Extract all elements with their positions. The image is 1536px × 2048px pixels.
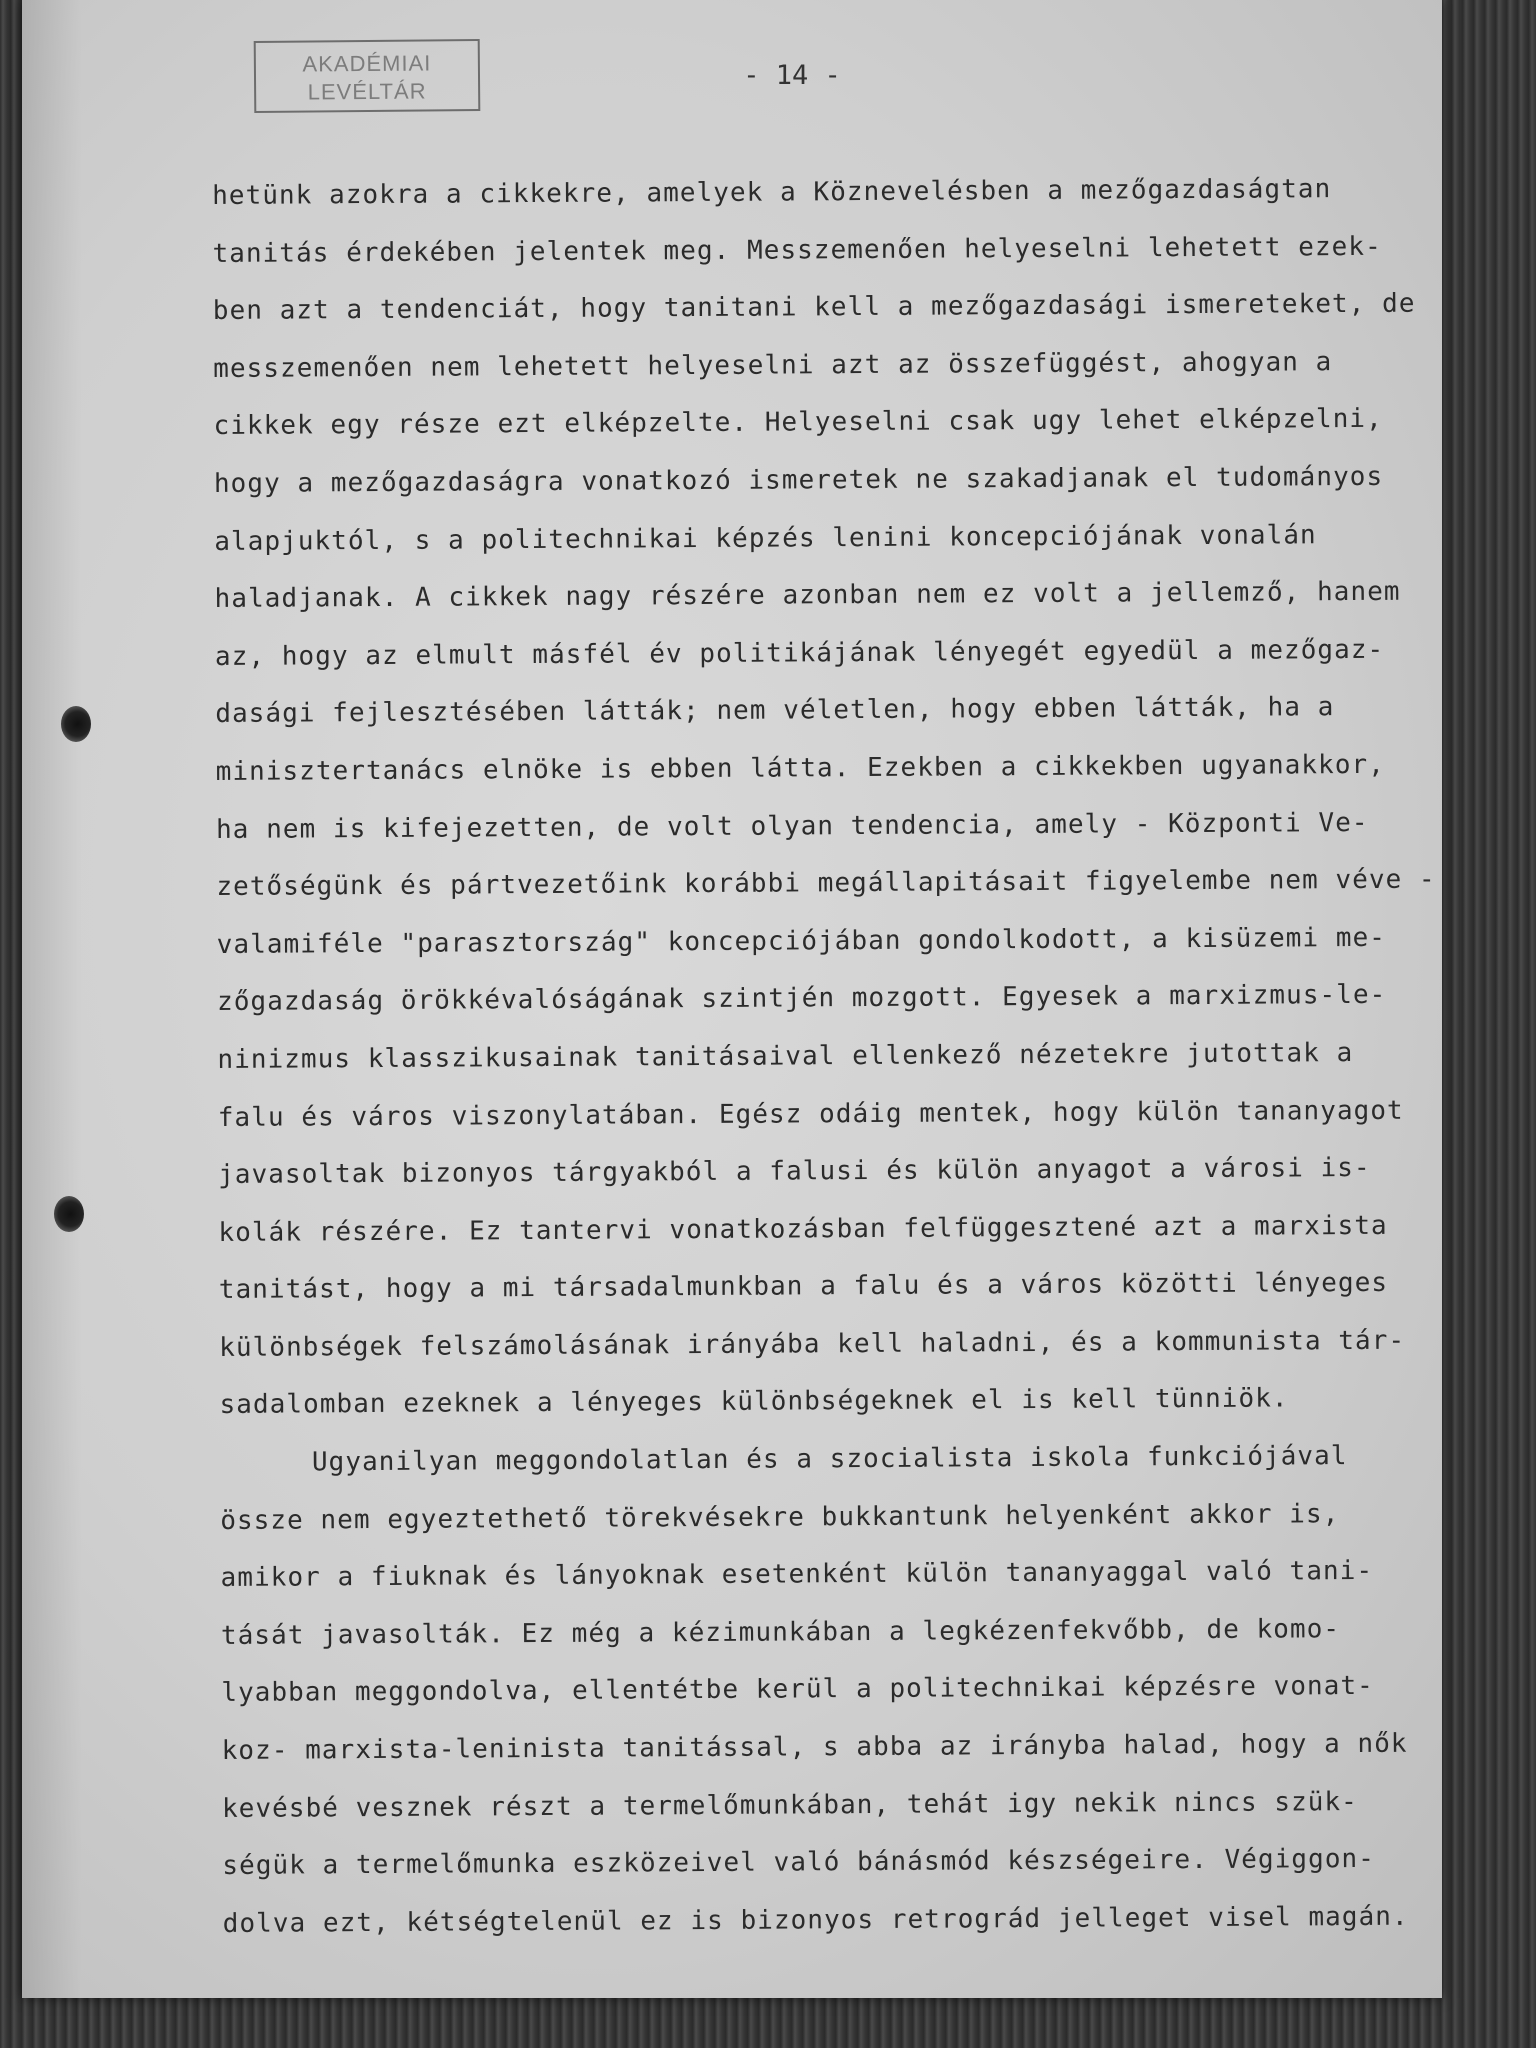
text-line: zetőségünk és pártvezetőink korábbi megállapitásait figyelembe nem véve - — [216, 864, 1436, 903]
text-line: ben azt a tendenciát, hogy tanitani kell a mezőgazdasági ismereteket, de — [212, 288, 1416, 327]
text-line: valamiféle "parasztország" koncepciójában gondolkodott, a kisüzemi me- — [216, 922, 1387, 960]
text-line: alapjuktól, s a politechnikai képzés lenini koncepciójának vonalán — [214, 519, 1317, 557]
text-line: cikkek egy része ezt elképzelte. Helyeselni csak ugy lehet elképzelni, — [213, 404, 1383, 442]
text-line: messzemenően nem lehetett helyeselni azt az összefüggést, ahogyan a — [213, 346, 1333, 384]
page-number: - 14 - — [743, 60, 841, 91]
text-line: dasági fejlesztésében látták; nem véletlen, hogy ebben látták, ha a — [215, 692, 1335, 730]
text-line: össze nem egyeztethető törekvésekre bukkantunk helyenként akkor is, — [220, 1498, 1340, 1536]
text-line: kolák részére. Ez tantervi vonatkozásban felfüggesztené azt a marxista — [218, 1210, 1388, 1248]
text-line: kevésbé vesznek részt a termelőmunkában, tehát igy nekik nincs szük- — [221, 1786, 1358, 1824]
paragraph-first-line: Ugyanilyan meggondolatlan és a szocialista iskola funkciójával — [311, 1441, 1348, 1478]
text-line: ha nem is kifejezetten, de volt olyan tendencia, amely - Központi Ve- — [215, 807, 1369, 845]
text-line: tását javasolták. Ez még a kézimunkában a legkézenfekvőbb, de komo- — [220, 1613, 1341, 1651]
text-line: minisztertanács elnöke is ebben látta. Ezekben a cikkekben ugyanakkor, — [215, 749, 1385, 787]
text-line: koz- marxista-leninista tanitással, s abba az irányba halad, hogy a nők — [221, 1728, 1408, 1767]
stamp-line-1: AKADÉMIAI — [302, 50, 432, 77]
text-line: amikor a fiuknak és lányoknak esetenként külön tananyaggal való tani- — [220, 1556, 1374, 1594]
punch-hole — [61, 706, 91, 742]
document-page — [22, 0, 1442, 1998]
punch-hole — [54, 1196, 84, 1232]
text-line: hetünk azokra a cikkekre, amelyek a Köznevelésben a mezőgazdaságtan — [212, 174, 1332, 211]
text-line: ségük a termelőmunka eszközeivel való bánásmód készségeire. Végiggon- — [222, 1844, 1375, 1882]
text-line: ninizmus klasszikusainak tanitásaival ellenkező nézetekre jutottak a — [217, 1037, 1354, 1075]
text-line: hogy a mezőgazdaságra vonatkozó ismeretek ne szakadjanak el tudományos — [213, 461, 1384, 499]
text-line: falu és város viszonylatában. Egész odáig mentek, hogy külön tananyagot — [217, 1095, 1404, 1133]
text-line: tanitást, hogy a mi társadalmunkban a falu és a város közötti lényeges — [218, 1268, 1389, 1306]
text-line: különbségek felszámolásának irányába kell haladni, és a kommunista tár- — [219, 1325, 1406, 1363]
text-line: dolva ezt, kétségtelenül ez is bizonyos retrográd jelleget visel magán. — [222, 1901, 1409, 1939]
text-line: javasoltak bizonyos tárgyakból a falusi és külön anyagot a városi is- — [218, 1153, 1371, 1191]
text-line: az, hogy az elmult másfél év politikájának lényegét egyedül a mezőgaz- — [214, 634, 1385, 672]
text-line: zőgazdaság örökkévalóságának szintjén mozgott. Egyesek a marxizmus-le- — [217, 980, 1387, 1018]
text-line: tanitás érdekében jelentek meg. Messzemenően helyeselni lehetett ezek- — [212, 231, 1382, 269]
typed-body-text — [212, 160, 1463, 1953]
stamp-line-2: LEVÉLTÁR — [307, 78, 427, 105]
text-line: sadalomban ezeknek a lényeges különbségeknek el is kell tünniök. — [219, 1383, 1289, 1421]
text-line: haladjanak. A cikkek nagy részére azonban nem ez volt a jellemző, hanem — [214, 576, 1401, 615]
text-line: lyabban meggondolva, ellentétbe kerül a politechnikai képzésre vonat- — [221, 1671, 1374, 1709]
archive-stamp — [254, 39, 481, 113]
